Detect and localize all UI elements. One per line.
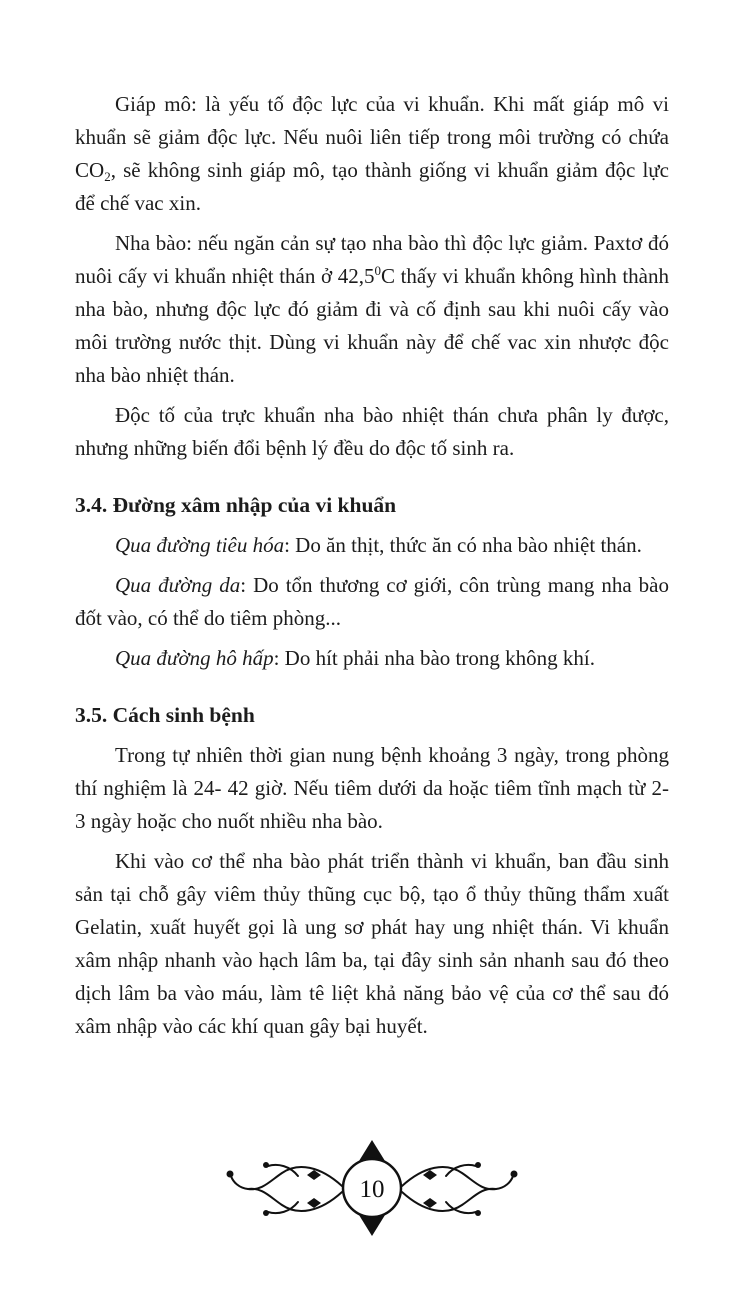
italic-lead: Qua đường hô hấp (115, 646, 274, 670)
paragraph-nung-benh: Trong tự nhiên thời gian nung bệnh khoảng 3 ngày, trong phòng thí nghiệm là 24- 42 giờ. Nếu tiêm dưới da hoặc tiêm tĩnh mạch từ 2- 3 ngày hoặc cho nuốt nhiều nha bào. (75, 743, 669, 833)
italic-lead: Qua đường tiêu hóa (115, 533, 285, 557)
paragraph-text: : Do hít phải nha bào trong không khí. (273, 646, 595, 670)
paragraph-nha-bao (75, 227, 669, 392)
co2-subscript: 2 (104, 169, 111, 184)
paragraph-sinh-benh: Khi vào cơ thể nha bào phát triển thành vi khuẩn, ban đầu sinh sản tại chỗ gây viêm thủy thũng cục bộ, tạo ổ thủy thũng thẩm xuất Gelatin, xuất huyết gọi là ung sơ phát hay ung nhiệt thán. Vi khuẩn xâm nhập nhanh vào hạch lâm ba, tại đây sinh sản nhanh sau đó theo dịch lâm ba vào máu, làm tê liệt khả năng bảo vệ của cơ thể sau đó xâm nhập vào các khí quan gây bại huyết. (75, 849, 669, 1038)
paragraph-duong-da (75, 569, 669, 635)
paragraph-text: : Do tổn thương cơ giới, côn trùng mang nha bào đốt vào, có thể do tiêm phòng... (75, 573, 669, 630)
paragraph-doc-to: Độc tố của trực khuẩn nha bào nhiệt thán chưa phân ly được, nhưng những biến đổi bệnh lý đều do độc tố sinh ra. (75, 403, 669, 460)
paragraph-text: Nha bào: nếu ngăn cản sự tạo nha bào thì độc lực giảm. Paxtơ đó nuôi cấy vi khuẩn nhiệt thán ở 42,5 (75, 231, 669, 288)
degree-superscript: 0 (374, 263, 381, 278)
section-heading-3-5: 3.5. Cách sinh bệnh (75, 703, 255, 727)
paragraph-text: C thấy vi khuẩn không hình thành nha bào, nhưng độc lực đó giảm đi và cố định sau khi nuôi cấy vào môi trường nước thịt. Dùng vi khuẩn này để chế vac xin nhược độc nha bào nhiệt thán. (75, 264, 669, 387)
flourish-icon (202, 1136, 542, 1240)
paragraph-giap-mo (75, 88, 669, 220)
paragraph-text: : Do ăn thịt, thức ăn có nha bào nhiệt thán. (284, 533, 642, 557)
italic-lead: Qua đường da (115, 573, 241, 597)
section-heading-3-4: 3.4. Đường xâm nhập của vi khuẩn (75, 493, 397, 517)
paragraph-duong-tieu-hoa (75, 529, 669, 562)
paragraph-text: , sẽ không sinh giáp mô, tạo thành giống vi khuẩn giảm độc lực để chế vac xin. (75, 158, 669, 215)
paragraph-text: Giáp mô: là yếu tố độc lực của vi khuẩn. Khi mất giáp mô vi khuẩn sẽ giảm độc lực. Nếu nuôi liên tiếp trong môi trường có chứa CO (75, 92, 669, 182)
paragraph-duong-ho-hap (75, 642, 669, 675)
page-number-ornament (202, 1136, 542, 1240)
page-body-text (75, 88, 669, 1050)
page-number: 10 (359, 1176, 385, 1203)
